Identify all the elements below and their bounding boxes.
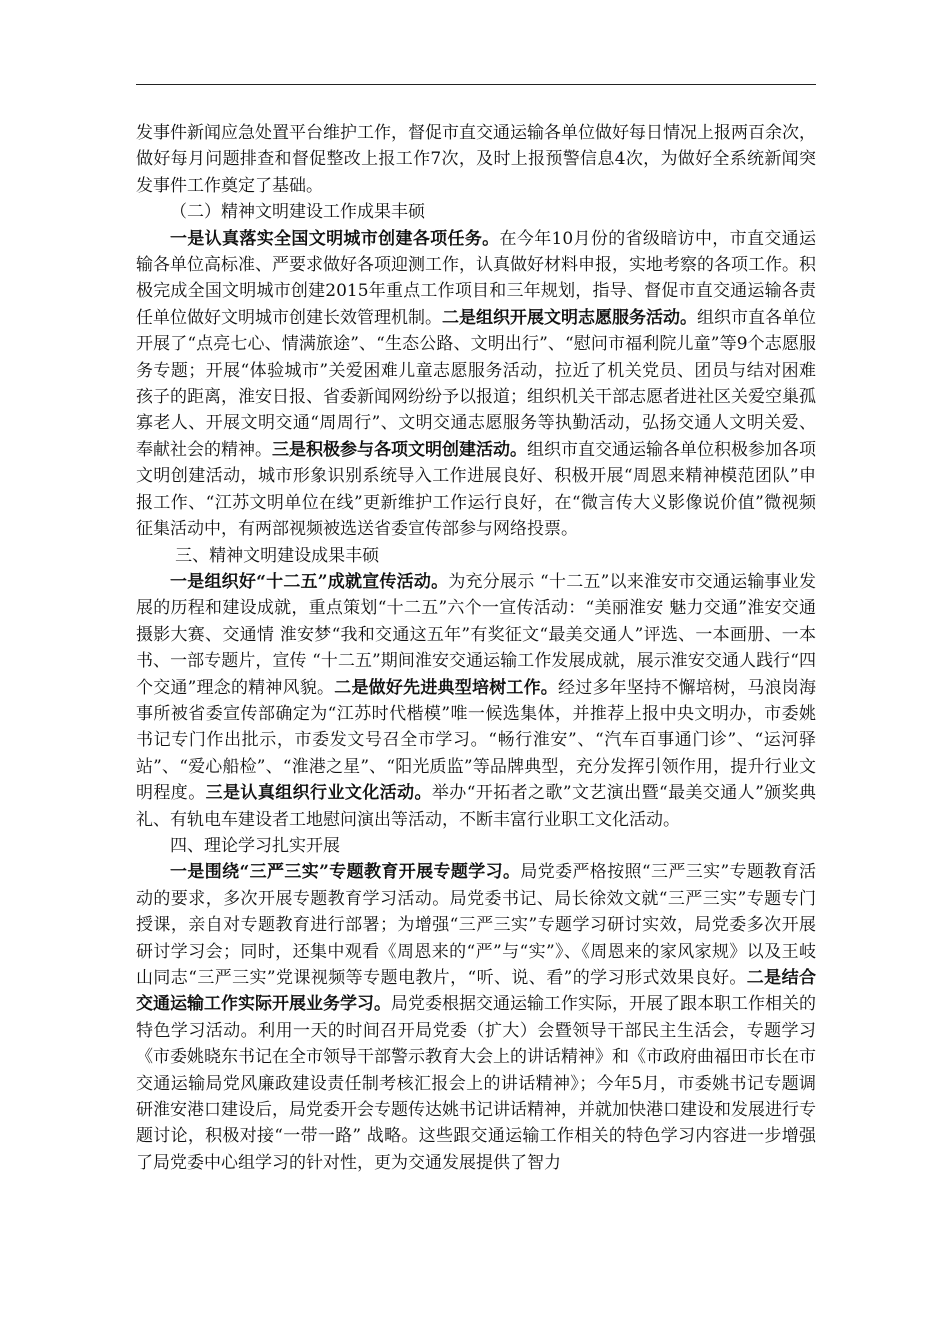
section-heading [136,199,816,225]
paragraph-text: 四、理论学习扎实开展 [170,835,340,856]
bold-lead-phrase: 一是认真落实全国文明城市创建各项任务。 [170,228,500,249]
paragraph-text: 举办“开拓者之歌”文艺演出暨“最美交通人”颁奖典礼、有轨电车建设者工地慰问演出等活动，不断丰富行业职工文化活动。 [136,783,817,830]
bold-lead-phrase: 三是认真组织行业文化活动。 [205,783,432,804]
paragraph-text: 组织市直交通运输各单位积极参加各项文明创建活动，城市形象识别系统导入工作进展良好、积极开展“周恩来精神模范团队”申报工作、“江苏文明单位在线”更新维护工作运行良好，在“微言传大义影像说价值”微视频征集活动中，有两部视频被选送省委宣传部参与网络投票。 [136,439,816,540]
document-body [136,120,816,1176]
paragraph-text: 三、精神文明建设成果丰硕 [175,545,380,566]
section-heading [136,543,816,569]
bold-lead-phrase: 三是积极参与各项文明创建活动。 [272,439,527,460]
paragraph-text: 经过多年坚持不懈培树，马浪岗海事所被省委宣传部确定为“江苏时代楷模”唯一候选集体，并推荐上报中央文明办，市委姚书记专门作出批示，市委发文号召全市学习。“畅行淮安”、“汽车百事通门诊”、“运河驿站”、“爱心船检”、“淮港之星”、“阳光质监”等品牌典型，充分发挥引领作用，提升行业文明程度。 [136,677,816,804]
paragraph-text: 局党委严格按照“三严三实”专题教育活动的要求，多次开展专题教育学习活动。局党委书记、局长徐效文就“三严三实”专题专门授课，亲自对专题教育进行部署；为增强“三严三实”专题学习研讨实效，局党委多次开展研讨学习会；同时，还集中观看《周恩来的“严”与“实”》、《周恩来的家风家规》以及王岐山同志“三严三实”党课视频等专题电教片，“听、说、看”的学习形式效果良好。 [136,862,816,988]
bold-lead-phrase: 二是做好先进典型培树工作。 [334,677,559,698]
paragraph-text: （二）精神文明建设工作成果丰硕 [170,202,425,223]
body-paragraph [136,569,816,833]
section-heading [136,833,816,859]
paragraph-text: 发事件新闻应急处置平台维护工作，督促市直交通运输各单位做好每日情况上报两百余次，做好每月问题排查和督促整改上报工作7次，及时上报预警信息4次，为做好全系统新闻突发事件工作奠定了基础。 [136,123,816,196]
bold-lead-phrase: 二是结合交通运输工作实际开展业务学习。 [136,968,816,1015]
header-rule [136,84,816,85]
continuation-paragraph [136,120,816,199]
body-paragraph [136,226,816,543]
bold-lead-phrase: 一是围绕“三严三实”专题教育开展专题学习。 [170,862,521,883]
paragraph-text: 局党委根据交通运输工作实际，开展了跟本职工作相关的特色学习活动。利用一天的时间召开局党委（扩大）会暨领导干部民主生活会，专题学习《市委姚晓东书记在全市领导干部警示教育大会上的讲话精神》和《市政府曲福田市长在市交通运输局党风廉政建设责任制考核汇报会上的讲话精神》；今年5月，市委姚书记专题调研淮安港口建设后，局党委开会专题传达姚书记讲话精神，并就加快港口建设和发展进行专题讨论，积极对接“一带一路” 战略。这些跟交通运输工作相关的特色学习内容进一步增强了局党委中心组学习的针对性，更为交通发展提供了智力 [136,994,816,1173]
paragraph-text: 为充分展示 “十二五”以来淮安市交通运输事业发展的历程和建设成就，重点策划“十二五”六个一宣传活动：“美丽淮安 魅力交通”淮安交通摄影大赛、交通情 淮安梦“我和交通这五年”有奖征文“最美交通人”评选、一本画册、一本书、一部专题片，宣传 “十二五”期间淮安交通运输工作发展成就，展示淮安交通人践行“四个交通”理念的精神风貌。 [136,571,816,698]
bold-lead-phrase: 一是组织好“十二五”成就宣传活动。 [170,571,449,592]
paragraph-text: 组织市直各单位开展了“点亮七心、情满旅途”、“生态公路、文明出行”、“慰问市福利院儿童”等9个志愿服务专题；开展“体验城市”关爱困难儿童志愿服务活动，拉近了机关党员、团员与结对困难孩子的距离，淮安日报、省委新闻网纷纷予以报道；组织机关干部志愿者进社区关爱空巢孤寡老人、开展文明交通“周周行”、文明交通志愿服务等执勤活动，弘扬交通人文明关爱、奉献社会的精神。 [136,307,816,460]
paragraph-text: 在今年10月份的省级暗访中，市直交通运输各单位高标准、严要求做好各项迎测工作，认真做好材料申报，实地考察的各项工作。积极完成全国文明城市创建2015年重点工作项目和三年规划，指导、督促市直交通运输各责任单位做好文明城市创建长效管理机制。 [136,228,816,328]
bold-lead-phrase: 二是组织开展文明志愿服务活动。 [442,307,697,328]
body-paragraph [136,859,816,1176]
